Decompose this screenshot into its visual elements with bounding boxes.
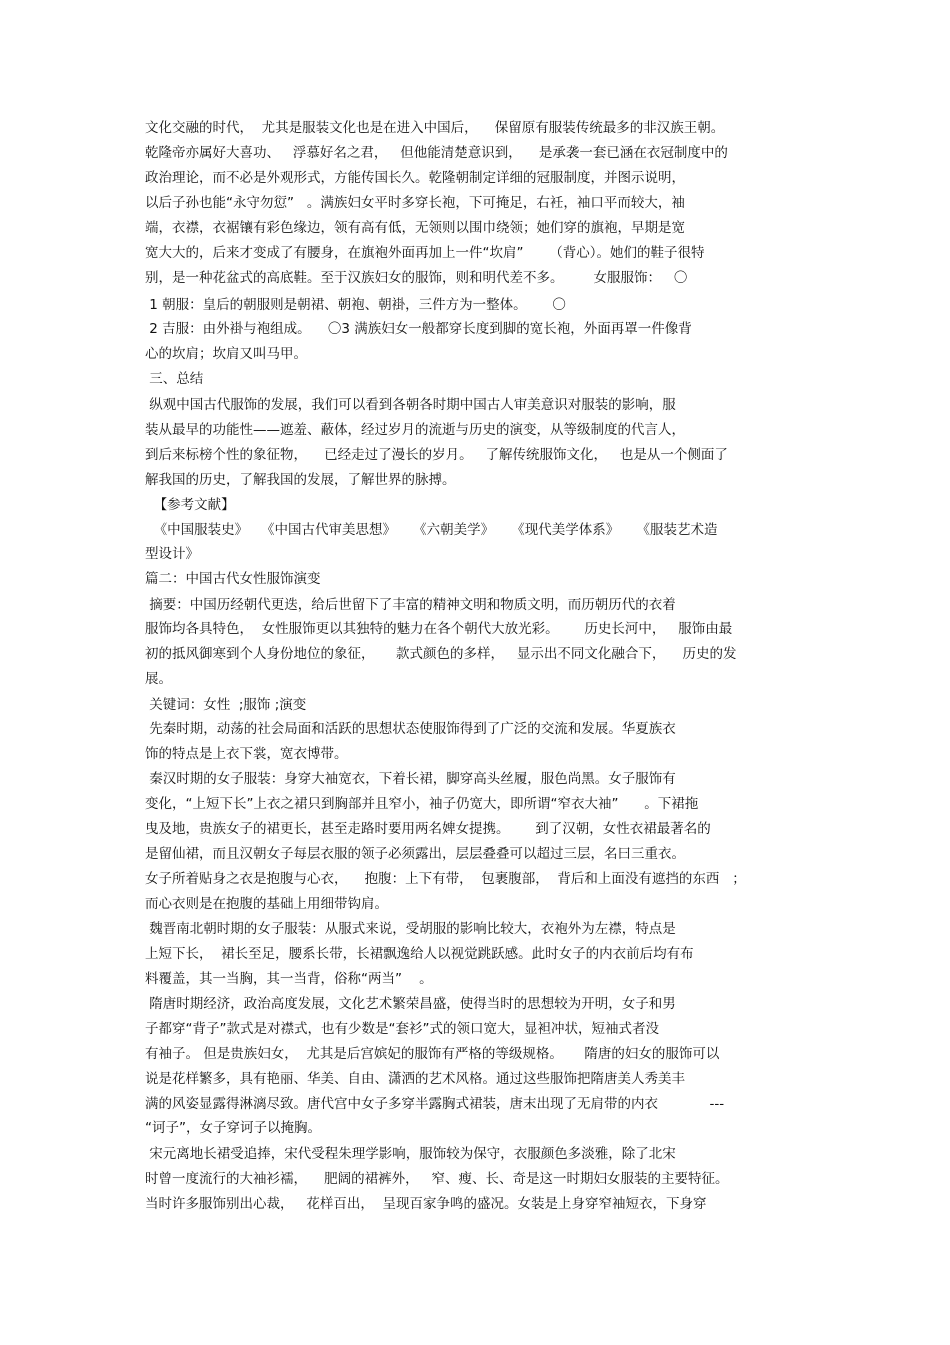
text-line: 而心衣则是在抱腹的基础上用细带钩肩。	[145, 896, 388, 912]
text-line: 魏晋南北朝时期的女子服装：从服式来说，受胡服的影响比较大，衣袍外为左襟，特点是	[145, 921, 676, 937]
text-line: 展。	[145, 671, 172, 687]
text-line: 满的风姿显露得淋漓尽致。唐代宫中女子多穿半露胸式裙装，唐末出现了无肩带的内衣 ---	[145, 1096, 725, 1112]
text-line: 宽大大的，后来才变成了有腰身，在旗袍外面再加上一件“坎肩” （背心）。她们的鞋子很特	[145, 245, 705, 261]
references-line: 《中国服装史》 《中国古代审美思想》 《六朝美学》 《现代美学体系》 《服装艺术造	[145, 522, 718, 538]
text-line: 料覆盖，其一当胸，其一当背，俗称“两当” 。	[145, 971, 433, 987]
text-line: 文化交融的时代， 尤其是服装文化也是在进入中国后， 保留原有服装传统最多的非汉族王朝。	[145, 120, 725, 136]
text-line: 宋元离地长裙受追捧，宋代受程朱理学影响，服饰较为保守，衣服颜色多淡雅，除了北宋	[145, 1146, 676, 1162]
text-line: 秦汉时期的女子服装：身穿大袖宽衣，下着长裙，脚穿高头丝履，服色尚黑。女子服饰有	[145, 771, 676, 787]
text-line: 以后子孙也能“永守勿愆” 。满族妇女平时多穿长袍，下可掩足，右衽，袖口平而较大，袖	[145, 195, 685, 211]
text-line: 初的抵风御寒到个人身份地位的象征， 款式颜色的多样， 显示出不同文化融合下， 历史的发	[145, 646, 737, 662]
references-line: 型设计》	[145, 546, 199, 562]
keywords-line: 关键词：女性 ;服饰 ;演变	[145, 697, 307, 713]
text-line: 子都穿“背子”款式是对襟式，也有少数是“套衫”式的领口宽大，显袒冲状，短袖式者没	[145, 1021, 659, 1037]
text-line: 变化，“上短下长”上衣之裙只到胸部并且窄小，袖子仍宽大，即所谓“窄衣大袖” 。下裙拖	[145, 796, 699, 812]
text-line: 饰的特点是上衣下裳，宽衣博带。	[145, 746, 348, 762]
text-line: 有袖子。 但是贵族妇女， 尤其是后宫嫔妃的服饰有严格的等级规格。 隋唐的妇女的服饰可以	[145, 1046, 720, 1062]
text-line: 解我国的历史，了解我国的发展，了解世界的脉搏。	[145, 472, 456, 488]
text-line: 是留仙裙，而且汉朝女子每层衣服的领子必须露出，层层叠叠可以超过三层，名曰三重衣。	[145, 846, 685, 862]
article-title: 篇二：中国古代女性服饰演变	[145, 571, 321, 587]
text-line: 当时许多服饰别出心裁， 花样百出， 呈现百家争鸣的盛况。女装是上身穿窄袖短衣，下身穿	[145, 1196, 707, 1212]
text-line: 2 吉服：由外褂与袍组成。 〇3 满族妇女一般都穿长度到脚的宽长袍，外面再罩一件像背	[145, 321, 692, 337]
text-line: 先秦时期，动荡的社会局面和活跃的思想状态使服饰得到了广泛的交流和发展。华夏族衣	[145, 721, 676, 737]
text-line: 女子所着贴身之衣是抱腹与心衣， 抱腹：上下有带， 包裹腹部， 背后和上面没有遮挡的东西 ；	[145, 871, 746, 887]
text-line: 心的坎肩；坎肩又叫马甲。	[145, 346, 307, 362]
references-heading: 【参考文献】	[145, 497, 235, 513]
text-line: 到后来标榜个性的象征物， 已经走过了漫长的岁月。 了解传统服饰文化， 也是从一个侧面了	[145, 447, 728, 463]
text-line: 政治理论，而不必是外观形式，方能传国长久。乾隆朝制定详细的冠服制度，并图示说明，	[145, 170, 685, 186]
text-line: 装从最早的功能性——遮羞、蔽体，经过岁月的流逝与历史的演变，从等级制度的代言人，	[145, 422, 685, 438]
text-line: 纵观中国古代服饰的发展，我们可以看到各朝各时期中国古人审美意识对服装的影响，服	[145, 397, 676, 413]
text-line: 服饰均各具特色， 女性服饰更以其独特的魅力在各个朝代大放光彩。 历史长河中， 服饰由最	[145, 621, 733, 637]
text-line: 别，是一种花盆式的高底鞋。至于汉族妇女的服饰，则和明代差不多。 女服服饰： 〇	[145, 270, 688, 286]
text-line: 摘要：中国历经朝代更迭，给后世留下了丰富的精神文明和物质文明，而历朝历代的衣着	[145, 597, 676, 613]
text-line: 乾隆帝亦属好大喜功、 浮慕好名之君， 但他能清楚意识到， 是承袭一套已涵在衣冠制度中的	[145, 145, 728, 161]
text-line: “诃子”，女子穿诃子以掩胸。	[145, 1120, 321, 1136]
section-heading: 三、总结	[145, 371, 204, 387]
text-line: 隋唐时期经济，政治高度发展，文化艺术繁荣昌盛，使得当时的思想较为开明，女子和男	[145, 996, 676, 1012]
text-line: 上短下长， 裙长至足，腰系长带，长裙飘逸给人以视觉跳跃感。此时女子的内衣前后均有布	[145, 946, 694, 962]
text-line: 时曾一度流行的大袖衫襦， 肥阔的裙裤外， 窄、瘦、长、奇是这一时期妇女服装的主要特征。	[145, 1171, 729, 1187]
text-line: 说是花样繁多，具有艳丽、华美、自由、潇洒的艺术风格。通过这些服饰把隋唐美人秀美丰	[145, 1071, 685, 1087]
text-line: 1 朝服：皇后的朝服则是朝裙、朝袍、朝褂，三件方为一整体。 〇	[145, 297, 566, 313]
text-line: 曳及地，贵族女子的裙更长，甚至走路时要用两名婢女提携。 到了汉朝，女性衣裙最著名的	[145, 821, 711, 837]
text-line: 端，衣襟，衣裾镶有彩色缘边，领有高有低，无领则以围巾绕领；她们穿的旗袍，早期是宽	[145, 220, 685, 236]
